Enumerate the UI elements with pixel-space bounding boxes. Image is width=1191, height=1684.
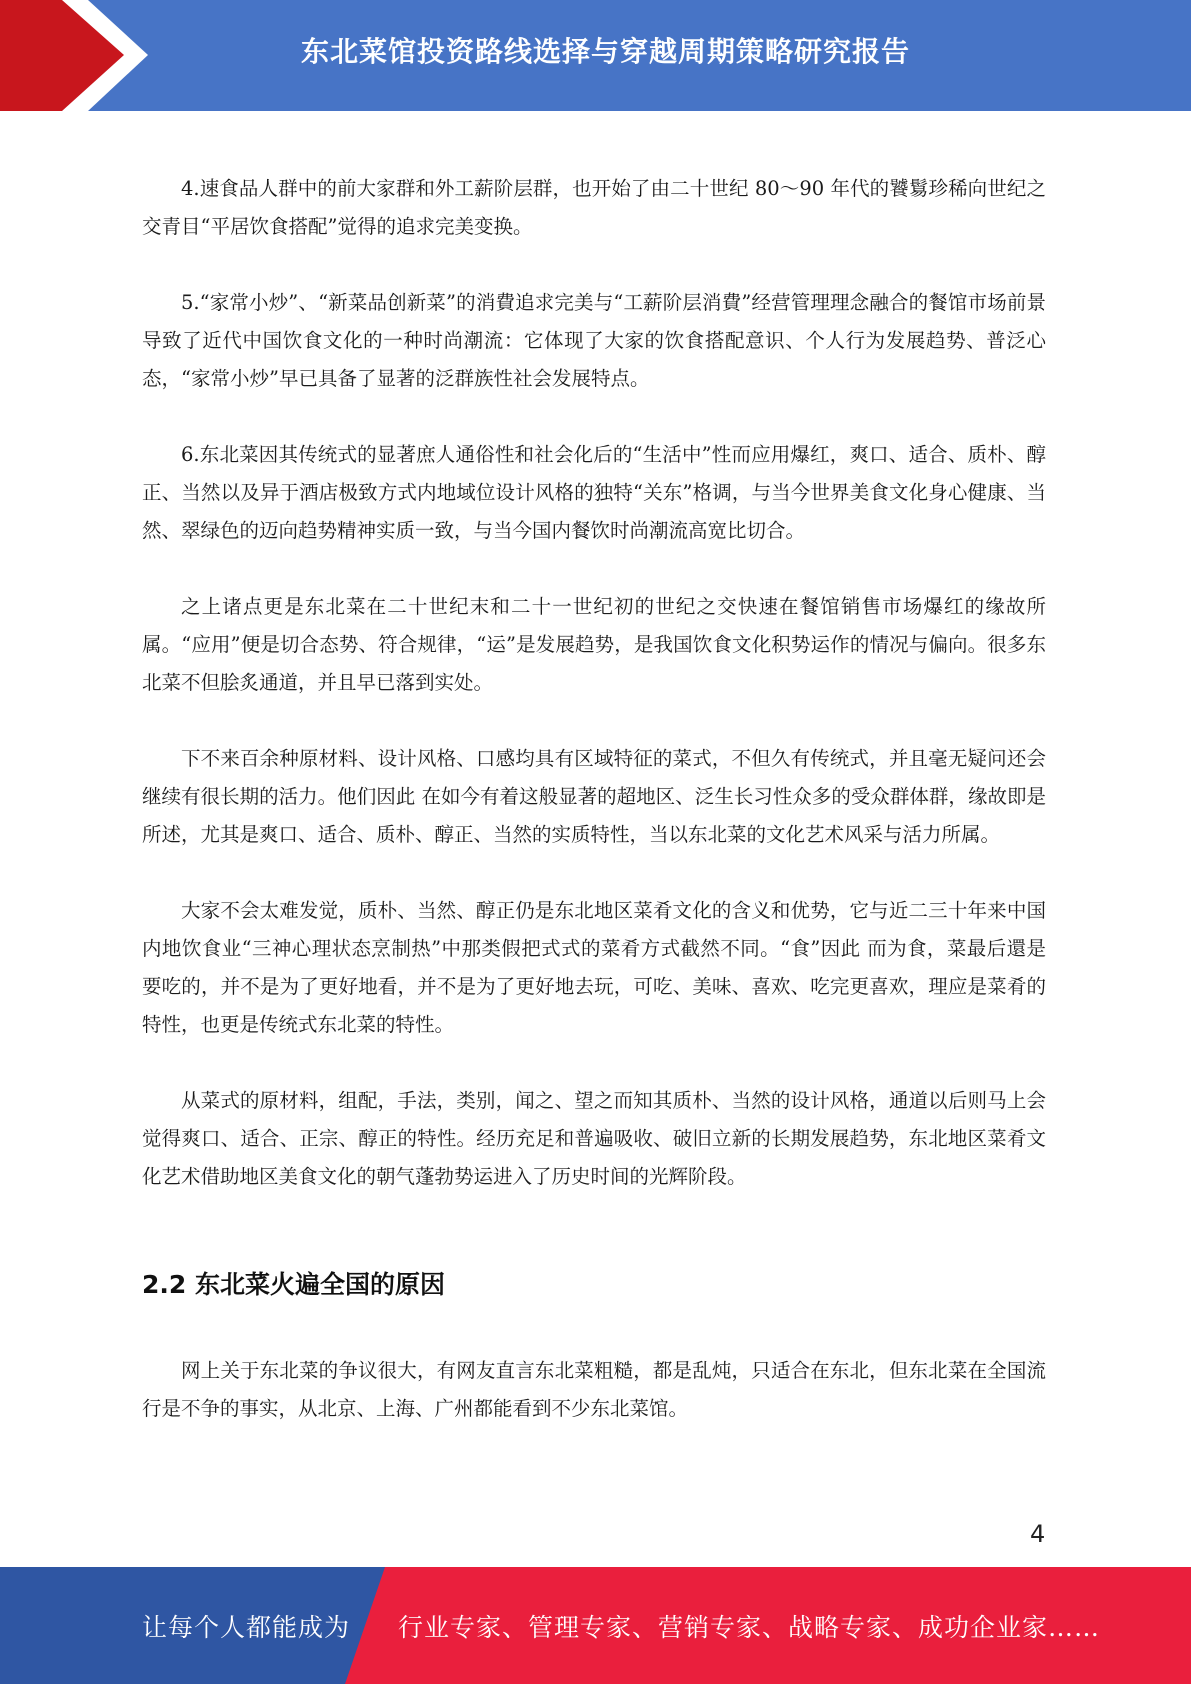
page-header	[0, 0, 1191, 111]
body-paragraph: 5.“家常小炒”、“新菜品创新菜”的消費追求完美与“工薪阶层消費”经营管理理念融合的餐馆市场前景导致了近代中国饮食文化的一种时尚潮流：它体现了大家的饮食搭配意识、个人行为发展趋势、普泛心态，“家常小炒”早已具备了显著的泛群族性社会发展特点。	[142, 291, 1046, 390]
body-paragraph: 下不来百余种原材料、设计风格、口感均具有区域特征的菜式，不但久有传统式，并且毫无疑问还会继续有很长期的活力。他们因此 在如今有着这般显著的超地区、泛生长习性众多的受众群体群，缘故即是所述，尤其是爽口、适合、质朴、醇正、当然的实质特性，当以东北菜的文化艺术风采与活力所属。	[142, 747, 1046, 846]
report-title: 东北菜馆投资路线选择与穿越周期策略研究报告	[300, 35, 910, 68]
body-paragraph: 6.东北菜因其传统式的显著庶人通俗性和社会化后的“生活中”性而应用爆红，爽口、适合、质朴、醇正、当然以及异于酒店极致方式内地域位设计风格的独特“关东”格调，与当今世界美食文化身心健康、当然、翠绿色的迈向趋势精神实质一致，与当今国内餐饮时尚潮流高宽比切合。	[142, 443, 1046, 542]
section-heading: 2.2 东北菜火遍全国的原因	[142, 1270, 445, 1299]
body-paragraph: 之上诸点更是东北菜在二十世纪末和二十一世纪初的世纪之交快速在餐馆销售市场爆红的缘故所属。“应用”便是切合态势、符合规律，“运”是发展趋势，是我国饮食文化积势运作的情况与偏向。很多东北菜不但脍炙通道，并且早已落到实处。	[142, 595, 1046, 694]
page-number: 4	[1030, 1520, 1046, 1548]
footer-slogan-left: 让每个人都能成为	[142, 1612, 351, 1642]
body-paragraph: 大家不会太难发觉，质朴、当然、醇正仍是东北地区菜肴文化的含义和优势，它与近二三十年来中国内地饮食业“三神心理状态烹制热”中那类假把式式的菜肴方式截然不同。“食”因此 而为食，菜最后還是要吃的，并不是为了更好地看，并不是为了更好地去玩，可吃、美味、喜欢、吃完更喜欢，理应是菜肴的特性，也更是传统式东北菜的特性。	[142, 899, 1046, 1036]
section-paragraph: 网上关于东北菜的争议很大，有网友直言东北菜粗糙，都是乱炖，只适合在东北，但东北菜在全国流行是不争的事实，从北京、上海、广州都能看到不少东北菜馆。	[142, 1359, 1046, 1420]
main-content	[142, 170, 1046, 1466]
footer-slogan-right: 行业专家、管理专家、营销专家、战略专家、成功企业家……	[398, 1612, 1101, 1642]
page-footer	[0, 1567, 1191, 1684]
body-paragraph: 4.速食品人群中的前大家群和外工薪阶层群，也开始了由二十世纪 80～90 年代的饕鬄珍稀向世纪之交青目“平居饮食搭配”觉得的追求完美变换。	[142, 177, 1046, 238]
body-paragraph: 从菜式的原材料，组配，手法，类别，闻之、望之而知其质朴、当然的设计风格，通道以后则马上会觉得爽口、适合、正宗、醇正的特性。经历充足和普遍吸收、破旧立新的长期发展趋势，东北地区菜肴文化艺术借助地区美食文化的朝气蓬勃势运进入了历史时间的光辉阶段。	[142, 1089, 1046, 1188]
